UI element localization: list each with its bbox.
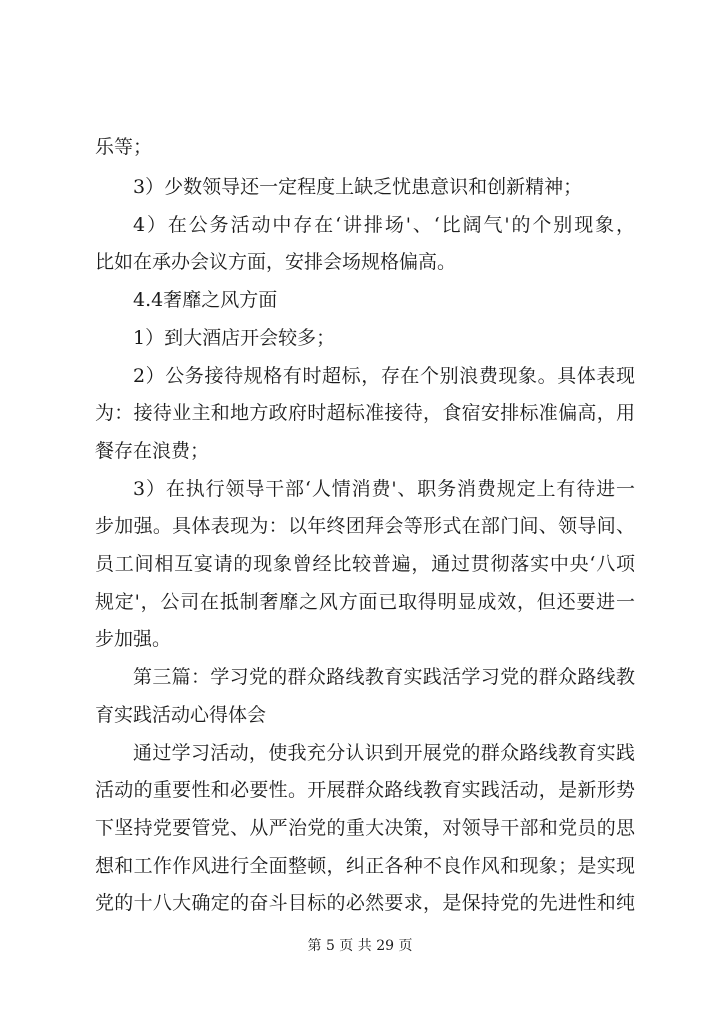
chapter-heading: 育实践活动心得体会 [95, 704, 267, 726]
text-line: 餐存在浪费； [95, 440, 210, 462]
text-line: 2）公务接待规格有时超标，存在个别浪费现象。具体表现 [133, 365, 635, 387]
text-line: 为：接待业主和地方政府时超标准接待，食宿安排标准偏高，用 [95, 402, 635, 424]
text-line: 3）在执行领导干部‘人情消费'、职务消费规定上有待进一 [133, 478, 635, 500]
section-heading: 4.4奢靡之风方面 [133, 289, 278, 311]
text-line: 下坚持党要管党、从严治党的重大决策，对领导干部和党员的思 [95, 817, 635, 839]
text-line: 比如在承办会议方面，安排会场规格偏高。 [95, 251, 457, 273]
text-line: 规定'，公司在抵制奢靡之风方面已取得明显成效，但还要进一 [95, 591, 635, 613]
text-line: 1）到大酒店开会较多； [133, 327, 336, 349]
chapter-heading: 第三篇：学习党的群众路线教育实践活学习党的群众路线教 [133, 666, 635, 688]
page-number: 第 5 页 共 29 页 [307, 938, 413, 954]
text-line: 乐等； [95, 136, 153, 158]
text-line: 4）在公务活动中存在‘讲排场'、‘比阔气'的个别现象， [133, 214, 635, 236]
text-line: 步加强。具体表现为：以年终团拜会等形式在部门间、领导间、 [95, 515, 635, 537]
text-line: 3）少数领导还一定程度上缺乏忧患意识和创新精神； [133, 176, 583, 198]
text-line: 活动的重要性和必要性。开展群众路线教育实践活动，是新形势 [95, 779, 635, 801]
text-line: 员工间相互宴请的现象曾经比较普遍，通过贯彻落实中央‘八项 [95, 553, 635, 575]
text-line: 党的十八大确定的奋斗目标的必然要求，是保持党的先进性和纯 [95, 892, 635, 914]
text-line: 想和工作作风进行全面整顿，纠正各种不良作风和现象；是实现 [95, 855, 635, 877]
text-line: 步加强。 [95, 628, 172, 650]
text-line: 通过学习活动，使我充分认识到开展党的群众路线教育实践 [133, 742, 635, 764]
